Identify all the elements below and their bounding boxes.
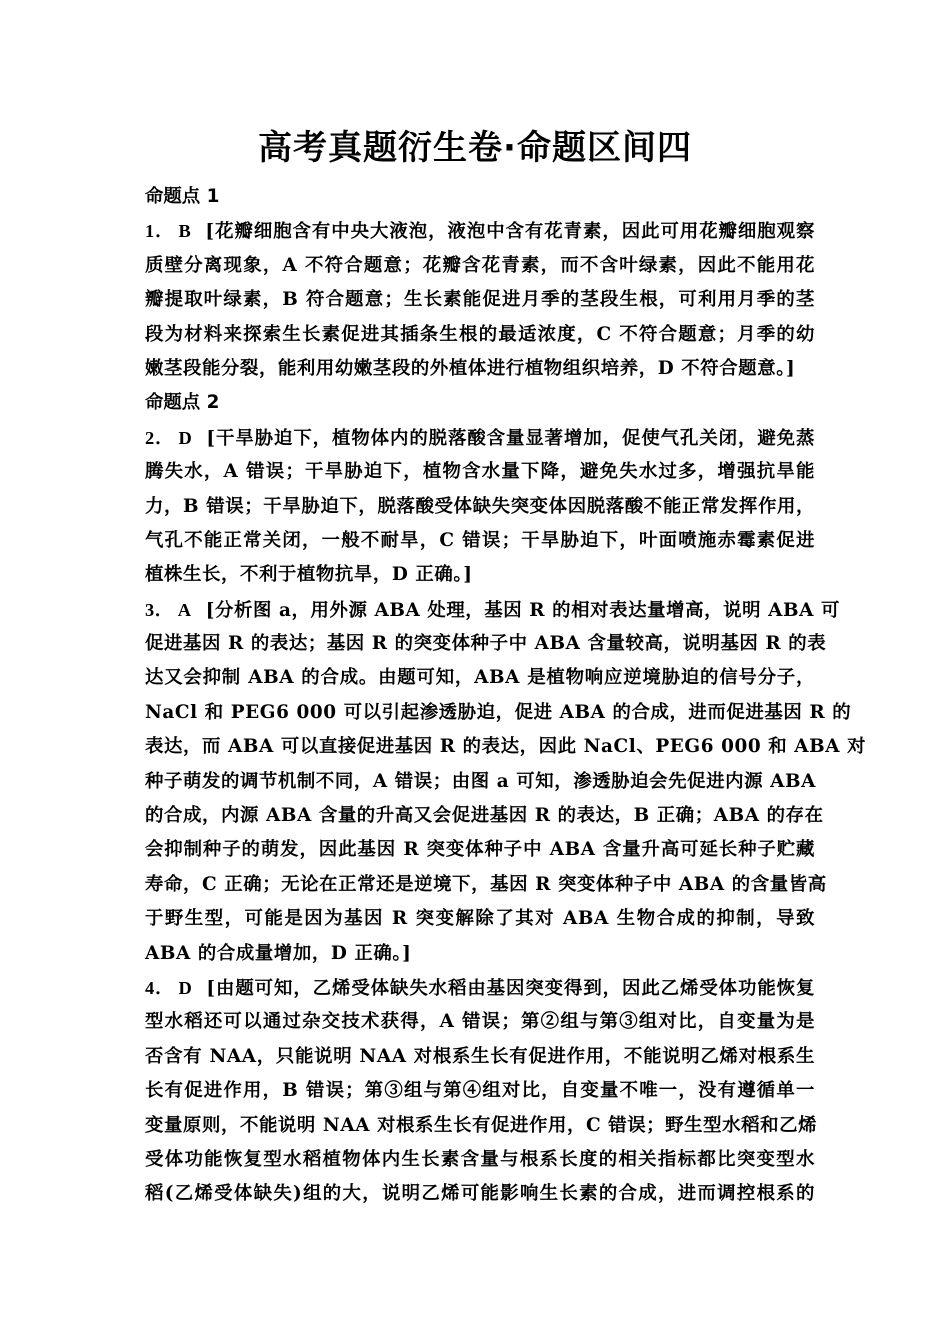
explanation-text: [干旱胁迫下，植物体内的脱落酸含量显著增加，促使气孔关闭，避免蒸 [206,427,815,449]
question-number: 4． [145,977,175,998]
section-heading-2: 命题点 2 [145,392,220,414]
explanation-line: 腾失水，A 错误；干旱胁迫下，植物含水量下降，避免失水过多，增强抗旱能 [145,461,815,483]
explanation-line: ABA 的合成量增加，D 正确。] [145,942,412,964]
explanation-line: 变量原则，不能说明 NAA 对根系生长有促进作用，C 错误；野生型水稻和乙烯 [145,1114,818,1136]
explanation-text: [分析图 a，用外源 ABA 处理，基因 R 的相对表达量增高，说明 ABA 可 [205,599,840,621]
explanation-line: 长有促进作用，B 错误；第③组与第④组对比，自变量不唯一，没有遵循单一 [145,1080,815,1102]
explanation-text: [由题可知，乙烯受体缺失水稻由基因突变得到，因此乙烯受体功能恢复 [206,977,815,999]
question-answer: D [178,427,193,448]
explanation-line: NaCl 和 PEG6 000 可以引起渗透胁迫，促进 ABA 的合成，进而促进基因 R 的 [145,701,852,723]
explanation-line: 气孔不能正常关闭，一般不耐旱，C 错误；干旱胁迫下，叶面喷施赤霉素促进 [145,529,815,551]
explanation-line: 嫩茎段能分裂，能利用幼嫩茎段的外植体进行植物组织培养，D 不符合题意。] [145,357,796,379]
question-number: 3． [145,599,174,620]
question-1 [145,214,815,386]
explanation-line: 寿命，C 正确；无论在正常还是逆境下，基因 R 突变体种子中 ABA 的含量皆高 [145,873,827,895]
explanation-line: 型水稻还可以通过杂交技术获得，A 错误；第②组与第③组对比，自变量为是 [145,1011,815,1033]
section-heading-1: 命题点 1 [145,186,220,207]
question-4 [145,971,818,1212]
question-4-line-1 [145,971,815,1005]
document-title: 高考真题衍生卷·命题区间四 [258,128,692,168]
explanation-line: 瓣提取叶绿素，B 符合题意；生长素能促进月季的茎段生根，可利用月季的茎 [145,289,815,311]
question-answer: B [178,221,192,242]
explanation-line: 稻(乙烯受体缺失)组的大，说明乙烯可能影响生长素的合成，进而调控根系的 [145,1183,815,1205]
explanation-line: 植株生长，不利于植物抗旱，D 正确。] [145,564,473,586]
explanation-line: 于野生型，可能是因为基因 R 突变解除了其对 ABA 生物合成的抑制，导致 [145,908,815,930]
question-1-line-1 [145,214,815,248]
explanation-line: 段为材料来探索生长素促进其插条生根的最适浓度，C 不符合题意；月季的幼 [145,323,815,345]
question-answer: A [177,599,192,620]
explanation-line: 促进基因 R 的表达；基因 R 的突变体种子中 ABA 含量较高，说明基因 R 的表 [145,633,827,655]
explanation-line: 表达，而 ABA 可以直接促进基因 R 的表达，因此 NaCl、PEG6 000 和 ABA 对 [145,736,867,758]
document-body [145,180,867,1212]
explanation-line: 会抑制种子的萌发，因此基因 R 突变体种子中 ABA 含量升高可延长种子贮藏 [145,839,815,861]
explanation-line: 的合成，内源 ABA 含量的升高又会促进基因 R 的表达，B 正确；ABA 的存在 [145,805,824,827]
question-3-line-1 [145,593,840,627]
explanation-text: [花瓣细胞含有中央大液泡，液泡中含有花青素，因此可用花瓣细胞观察 [205,221,815,243]
explanation-line: 力，B 错误；干旱胁迫下，脱落酸受体缺失突变体因脱落酸不能正常发挥作用， [145,495,815,517]
explanation-line: 受体功能恢复型水稻植物体内生长素含量与根系长度的相关指标都比突变型水 [145,1148,815,1170]
question-number: 2． [145,427,175,448]
explanation-line: 否含有 NAA，只能说明 NAA 对根系生长有促进作用，不能说明乙烯对根系生 [145,1045,815,1067]
explanation-line: 达又会抑制 ABA 的合成。由题可知，ABA 是植物响应逆境胁迫的信号分子， [145,667,815,689]
question-answer: D [178,977,193,998]
question-3 [145,593,867,971]
question-number: 1． [145,221,175,242]
question-2-line-1 [145,421,815,455]
question-2 [145,421,815,593]
explanation-line: 质壁分离现象，A 不符合题意；花瓣含花青素，而不含叶绿素，因此不能用花 [145,254,815,276]
explanation-line: 种子萌发的调节机制不同，A 错误；由图 a 可知，渗透胁迫会先促进内源 ABA [145,770,816,792]
